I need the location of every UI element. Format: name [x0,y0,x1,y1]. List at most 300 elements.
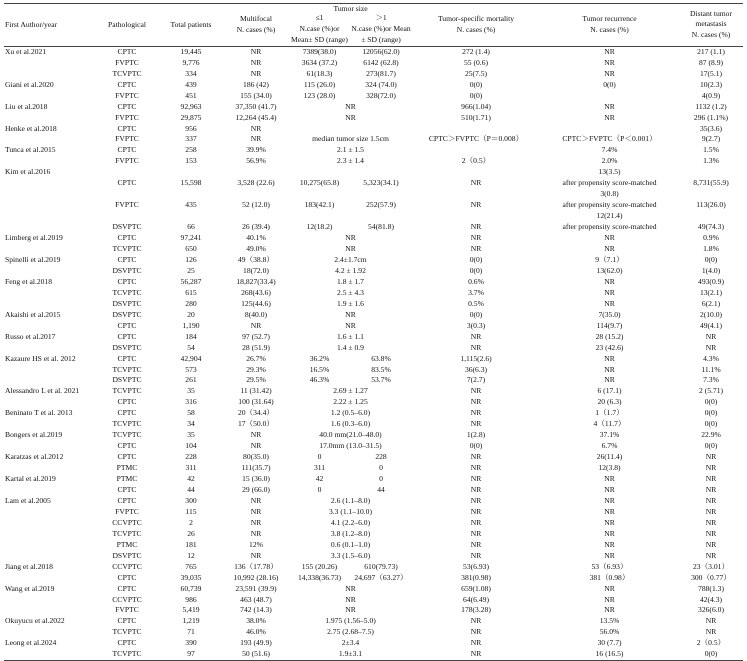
cell-mort: NR [470,638,482,648]
cell-mort: 7(2.7) [466,375,486,385]
cell-size: NR [345,112,356,122]
cell-gt1: 252(57.9) [366,200,396,210]
cell-total: 92,963 [180,101,202,111]
cell-total: 181 [185,539,197,549]
cell-path: TCVPTC [112,649,142,659]
cell-size: median tumor size 1.5cm [312,134,389,144]
cell-rec: NR [604,112,615,122]
cell-rec: 3(0.8) [600,189,619,199]
cell-multi: NR [250,495,262,505]
cell-size: NR [345,244,356,254]
cell-size: NR [345,583,356,593]
cell-path: TCVPTC [112,287,142,297]
cell-multi: 136（17.78） [234,561,278,571]
cell-met: NR [705,463,717,473]
cell-total: 573 [185,364,197,374]
cell-author [4,573,95,584]
cell-author [4,244,95,255]
cell-rec: 26(11.4) [596,452,623,462]
cell-multi: NR [250,123,262,133]
cell-path: CPTC [117,331,137,341]
cell-total: 451 [185,90,197,100]
cell-mort: NR [470,386,482,396]
cell-author: Feng et al.2018 [5,276,53,286]
cell-path: CPTC [117,79,137,89]
cell-author [4,222,95,233]
col-header-pathological: Pathological [108,20,146,30]
table-row [4,299,743,310]
cell-multi: 52 (12.0) [242,200,270,210]
cell-total: 2 [189,517,193,527]
cell-met: NR [705,539,717,549]
cell-total: 228 [185,452,197,462]
cell-author [4,518,95,529]
cell-multi: 50 (51.6) [242,649,270,659]
cell-path: PTMC [116,474,138,484]
cell-rec: NR [604,57,615,67]
cell-path: TCVPTC [112,244,142,254]
cell-met: NR [705,495,717,505]
cell-gt1: 228 [375,452,387,462]
cell-size: NR [345,309,356,319]
cell-mort: 0(0) [469,90,483,100]
cell-rec: NR [604,495,615,505]
cell-mort: 178(3.28) [461,605,491,615]
cell-le1: 123 (28.0) [303,90,336,100]
cell-total: 9,776 [182,57,200,67]
table-row [4,200,743,211]
cell-size: 2.3 ± 1.4 [337,156,364,166]
cell-met: 326(6.0) [698,605,724,615]
cell-path [95,189,159,200]
cell-gt1: 24,697（63.27） [354,572,408,582]
cell-multi: 26 (39.4) [242,222,270,232]
cell-size: 4.1 (2.2–6.0) [330,517,371,527]
cell-rec: 13.5% [599,616,620,626]
table-row [4,408,743,419]
cell-mort: NR [470,506,482,516]
table-row [4,266,743,277]
cell-author: Liu et al.2018 [5,101,48,111]
cell-size: 4.2 ± 1.92 [335,265,366,275]
cell-gt1: 63.8% [371,353,391,363]
cell-mort: 0(0) [469,309,483,319]
cell-author [4,189,95,200]
cell-rec: NR [604,375,615,385]
cell-total: 60,739 [180,583,202,593]
cell-met: 35(3.6) [699,123,723,133]
cell-path: CPTC [117,101,137,111]
cell-rec: NR [604,46,615,56]
cell-multi: 49（38.8） [237,254,275,264]
cell-rec: 6 (17.1) [597,386,622,396]
cell-size: 1.6 ± 1.1 [337,331,364,341]
cell-size: 1.4 ± 0.9 [337,342,364,352]
cell-size: 1.9 ± 1.6 [337,298,364,308]
cell-met: 4.3% [703,353,719,363]
cell-path: TCVPTC [112,419,142,429]
cell-rec: 13(3.5) [598,167,621,177]
cell-author: Kazaure HS et al. 2012 [5,353,76,363]
cell-mort: 53(6.93) [463,561,489,571]
cell-size: 1.8 ± 1.7 [337,276,364,286]
cell-path: CPTC [117,233,137,243]
cell-met: 493(0.9) [698,276,724,286]
cell-size: NR [345,594,356,604]
cell-multi: 28 (51.9) [242,342,270,352]
cell-le1: 36.2% [309,353,330,363]
cell-le1: 0 [317,484,322,494]
cell-met: 217 (1.1) [697,46,725,56]
cell-mort: NR [470,342,482,352]
cell-met: NR [705,342,717,352]
cell-author: Beninato T et al. 2013 [5,408,73,418]
cell-multi: NR [250,320,262,330]
cell-multi: NR [250,46,262,56]
cell-mort: NR [470,616,482,626]
cell-total [159,211,223,222]
cell-met [679,167,743,178]
col-header-tumor-size: Tumor size [333,4,368,13]
cell-total: 337 [185,134,197,144]
table-row [4,496,743,507]
cell-rec: 28 (15.2) [595,331,624,341]
cell-path: FVPTC [115,605,139,615]
cell-rec: 114(9.7) [596,320,623,330]
cell-gt1: 0 [379,474,383,484]
cell-multi: 56.9% [246,156,266,166]
cell-multi: 17（50.0） [237,419,275,429]
cell-rec: NR [604,539,615,549]
table-row [4,343,743,354]
cell-rec: 381（0.98） [589,572,630,582]
cell-multi: 29 (66.0) [242,484,270,494]
cell-rec: NR [604,364,615,374]
cell-met: 6(2.1) [701,298,721,308]
cell-path: CPTC [117,178,137,188]
table-row [4,529,743,540]
cell-met: NR [705,331,717,341]
cell-author [4,200,95,211]
table-row [4,178,743,189]
cell-mort: NR [470,463,482,473]
cell-gt1: 324 (74.0) [365,79,397,89]
table-row [4,562,743,573]
cell-total: 311 [185,463,197,473]
cell-multi: NR [250,430,262,440]
cell-le1: 61(18.3) [306,68,333,78]
cell-size: 3.3 (1.5–6.0) [330,550,371,560]
cell-multi [223,189,289,200]
cell-path: TCVPTC [112,528,142,538]
cell-author [4,627,95,638]
cell-rec [540,91,679,102]
cell-rec: 4（11.7） [593,419,626,429]
table-body [4,46,743,660]
cell-rec: after propensity score-matched [562,200,657,210]
cell-path: DSVPTC [112,342,142,352]
cell-size: 17.0mm (13.0–31.5) [319,441,382,451]
cell-multi: 10,992 (28.16) [233,572,279,582]
cell-mort: 1(2.8) [466,430,486,440]
cell-author: Bongers et al.2019 [5,430,63,440]
cell-rec: 2.0% [601,156,618,166]
cell-author: Limberg et al.2019 [5,233,63,243]
cell-path: CCVPTC [112,517,142,527]
table-row [4,80,743,91]
cell-mort: 0(0) [469,441,483,451]
cell-met [679,189,743,200]
cell-multi: 29.5% [246,375,266,385]
cell-path: PTMC [116,463,138,473]
cell-path: CCVPTC [112,594,142,604]
cell-mort: NR [470,495,482,505]
cell-gt1: 0 [379,463,383,473]
cell-met: 7.3% [703,375,719,385]
cell-size [289,124,412,135]
cell-path: CPTC [117,46,137,56]
cell-mort: 3(0.3) [466,320,486,330]
cell-size: 2.4±1.7cm [334,254,367,264]
cell-total: 97 [187,649,195,659]
cell-multi: 155 (34.0) [240,90,272,100]
cell-size: NR [345,101,356,111]
table-row [4,474,743,485]
cell-path: CPTC [117,484,137,494]
table-row [4,375,743,386]
cell-author [4,69,95,80]
cell-author [4,540,95,551]
cell-mort [412,211,540,222]
cell-met: 0(0) [704,419,718,429]
cell-met: 11.1% [701,364,721,374]
cell-multi: NR [250,57,262,67]
cell-met: NR [705,627,717,637]
cell-path: FVPTC [115,112,139,122]
cell-multi: 15 (36.0) [242,474,270,484]
cell-total: 5,419 [182,605,200,615]
cell-gt1: 328(72.0) [366,90,396,100]
cell-multi: 268(43.6) [241,287,271,297]
cell-size: NR [345,233,356,243]
study-table [4,3,743,661]
cell-mort: 36(6.3) [464,364,488,374]
cell-multi: 46.0% [246,627,266,637]
cell-path: CPTC [117,254,137,264]
cell-author: Leong et al.2024 [5,638,57,648]
col-header-size-le1: ≤1 N.case (%)or Mean± SD (range) [291,13,348,44]
cell-multi: 18(72.0) [243,265,269,275]
table-row [4,244,743,255]
cell-mort: 3.7% [468,287,484,297]
cell-met: NR [705,452,717,462]
cell-total: 439 [185,79,197,89]
cell-multi: 742 (14.3) [240,605,272,615]
cell-rec: NR [604,583,615,593]
cell-total: 280 [185,298,197,308]
cell-author: Wang et al.2019 [5,583,55,593]
table-row [4,485,743,496]
cell-mort: 25(7.5) [464,68,488,78]
cell-total: 153 [185,156,197,166]
cell-author [4,365,95,376]
cell-mort: NR [470,550,482,560]
cell-total: 20 [187,309,195,319]
cell-mort: NR [470,474,482,484]
cell-rec: NR [604,276,615,286]
cell-total: 184 [185,331,197,341]
table-row [4,507,743,518]
table-row [4,255,743,266]
table-row [4,134,743,145]
cell-multi: 97 (52.7) [242,331,270,341]
cell-le1: 46.3% [309,375,330,385]
table-row [4,605,743,616]
cell-met: NR [705,616,717,626]
cell-author [4,321,95,332]
cell-total: 35 [187,430,195,440]
cell-mort: NR [470,539,482,549]
cell-rec: NR [604,244,615,254]
cell-mort: NR [470,222,482,232]
cell-total: 35 [187,386,195,396]
cell-size: 0.6 (0.1–1.0) [330,539,371,549]
cell-author: Karatzas et al.2012 [5,452,64,462]
cell-multi: 8(40.0) [244,309,268,319]
table-row [4,463,743,474]
cell-mort: NR [470,528,482,538]
cell-total: 104 [185,441,197,451]
cell-total: 56,287 [180,276,202,286]
table-row [4,321,743,332]
cell-le1: 10,275(65.8) [299,178,340,188]
table-row [4,46,743,57]
cell-path: CPTC [117,408,137,418]
col-header-total: Total patients [170,20,212,30]
col-header-size-gt1: ＞1 N.case (%)or Mean ± SD (range) [351,13,411,44]
table-row [4,58,743,69]
cell-met: 0(0) [704,397,718,407]
cell-met: 1.3% [703,156,719,166]
header-row [4,4,743,14]
cell-met: 10(2.3) [699,79,723,89]
cell-met: 49(74.3) [698,222,724,232]
cell-rec: 0(0) [603,79,616,89]
table-row [4,573,743,584]
cell-multi: 193 (49.9) [240,638,272,648]
cell-author: Okuyucu et al.2022 [5,616,65,626]
cell-mort [412,189,540,200]
cell-rec: 16 (16.5) [595,649,624,659]
cell-total: 650 [185,244,197,254]
cell-rec: 53（6.93） [591,561,628,571]
cell-author [4,299,95,310]
cell-path: FVPTC [115,134,139,144]
table-row [4,189,743,200]
cell-rec: NR [604,101,615,111]
cell-total: 390 [185,638,197,648]
table-row [4,386,743,397]
cell-size: 40.0 mm(21.0–48.0) [319,430,382,440]
cell-size: 2.5 ± 4.3 [337,287,364,297]
cell-met: 13(2.1) [699,287,723,297]
cell-mort: 272 (1.4) [462,46,490,56]
cell-rec: 13(62.0) [596,265,623,275]
cell-met: 22.9% [701,430,721,440]
cell-path: DSVPTC [112,222,142,232]
cell-total: 66 [187,222,195,232]
cell-size: 2.6 (1.1–8.0) [330,495,371,505]
cell-total: 435 [185,200,197,210]
cell-met: 17(5.1) [699,68,723,78]
cell-rec: 9（7.1） [595,254,624,264]
cell-multi: 37,350 (41.7) [235,101,277,111]
cell-total: 19,445 [180,46,202,56]
cell-size: 1.2 (0.5–6.0) [330,408,371,418]
cell-rec: NR [604,484,615,494]
cell-gt1: 273(81.7) [366,68,396,78]
cell-mort: NR [470,517,482,527]
cell-total: 25 [187,265,195,275]
table-row [4,277,743,288]
cell-met: 0(0) [704,408,718,418]
cell-path: DSVPTC [112,375,142,385]
cell-total: 26 [187,528,195,538]
cell-multi: NR [250,528,262,538]
cell-multi: 26.7% [246,353,266,363]
cell-multi: 49.0% [246,244,266,254]
cell-rec: NR [604,594,615,604]
cell-mort: 0.5% [468,298,484,308]
cell-total: 34 [187,419,195,429]
cell-le1: 183(42.1) [304,200,335,210]
cell-multi [223,211,289,222]
cell-le1 [289,211,350,222]
cell-met: 0(0) [704,441,718,451]
cell-rec: after propensity score-matched [562,222,657,232]
cell-le1: 3634 (37.2) [301,57,338,67]
table-row [4,452,743,463]
cell-rec: NR [604,474,615,484]
cell-mort: NR [470,244,482,254]
cell-path: PTMC [116,539,138,549]
cell-author: Kim et al.2016 [5,167,51,177]
cell-path: CPTC [117,397,137,407]
cell-path: FVPTC [115,57,139,67]
cell-multi: 38.0% [246,616,266,626]
cell-rec: 7(35.0) [598,309,621,319]
cell-met: 9(2.7) [701,134,721,144]
cell-author [4,507,95,518]
cell-met: NR [705,517,717,527]
cell-gt1: 5,323(34.1) [363,178,399,188]
cell-path: TCVPTC [112,627,142,637]
cell-mort: 0(0) [469,265,483,275]
cell-total: 15,598 [180,178,202,188]
cell-path: TCVPTC [112,364,142,374]
cell-rec: 7.4% [601,145,618,155]
cell-total: 54 [187,342,195,352]
cell-path: CPTC [117,320,137,330]
cell-mort: NR [470,200,482,210]
col-header-metastasis: Distant tumor metastasis N. cases (%) [690,8,732,40]
cell-le1: 0 [317,452,322,462]
cell-rec: NR [604,517,615,527]
cell-mort: NR [470,331,482,341]
cell-rec: 56.0% [599,627,620,637]
cell-met: 4(0.9) [701,90,721,100]
cell-total: 115 [185,506,197,516]
